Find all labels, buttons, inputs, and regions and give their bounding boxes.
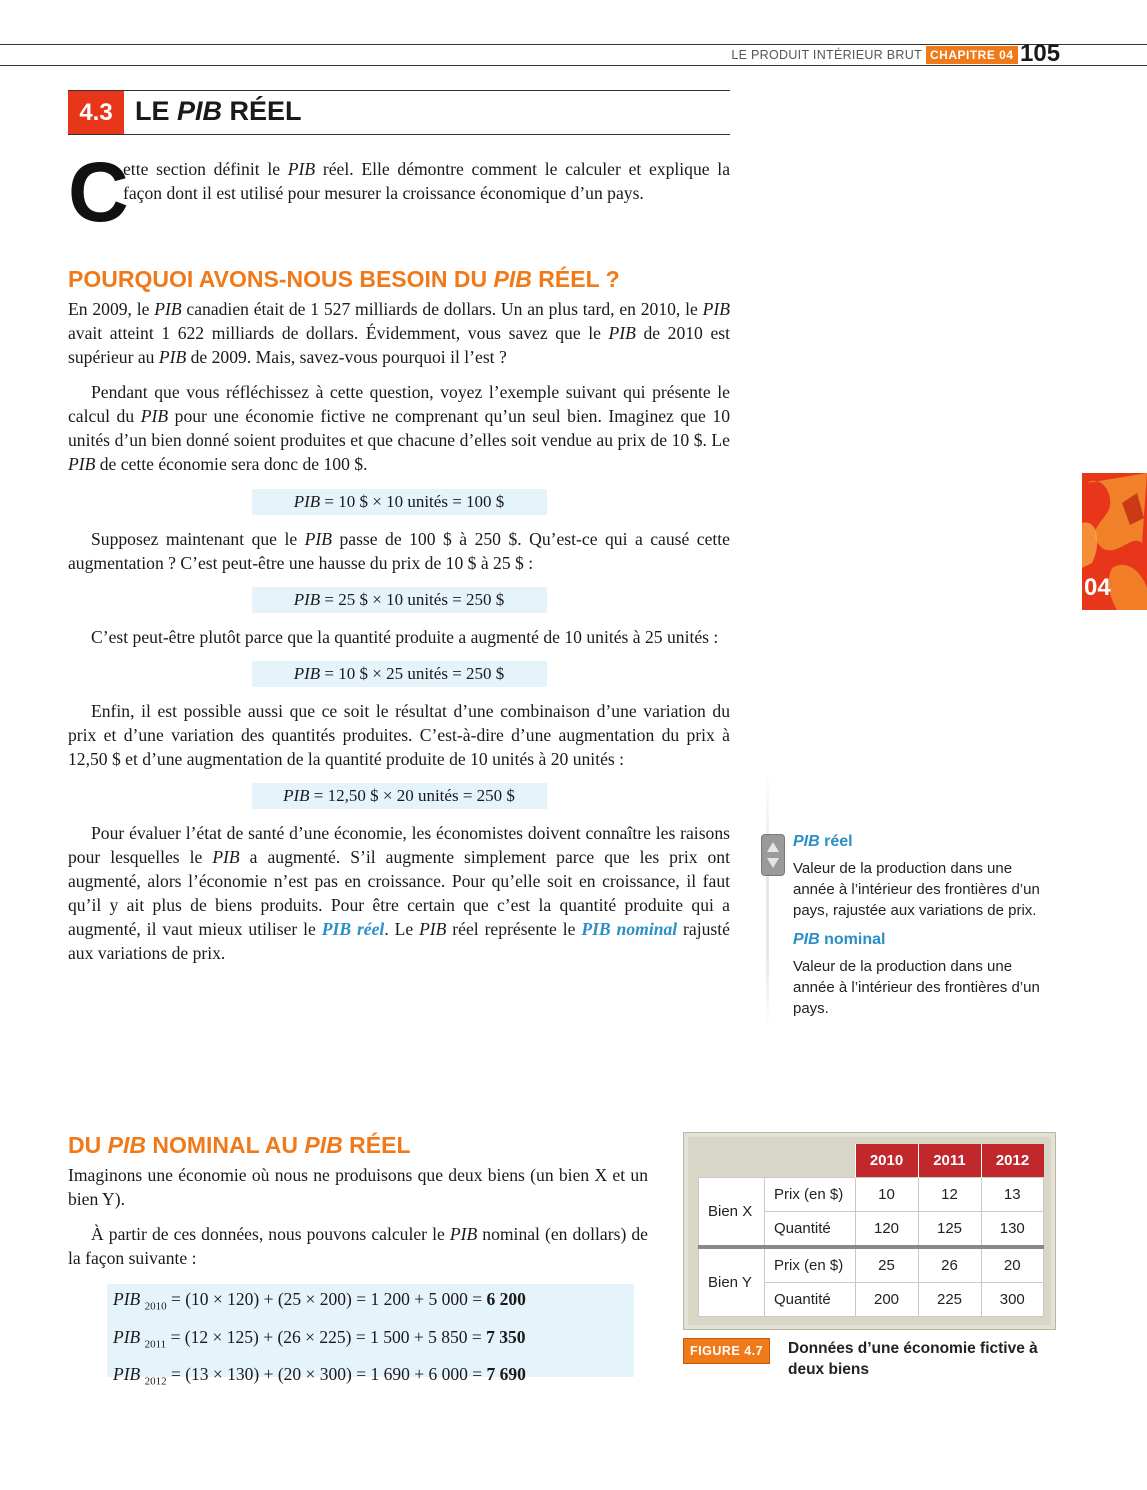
section-rule-top bbox=[68, 90, 730, 91]
glossary-bar bbox=[766, 770, 769, 1030]
good-name: Bien X bbox=[699, 1178, 765, 1248]
cell: 225 bbox=[918, 1283, 981, 1317]
data-table bbox=[698, 1144, 1044, 1317]
subheading-nominal-to-real: DU PIB NOMINAL AU PIB RÉEL bbox=[68, 1132, 411, 1158]
glossary-scroll-icon bbox=[761, 834, 785, 876]
cell: 12 bbox=[918, 1178, 981, 1212]
paragraph-1: En 2009, le PIB canadien était de 1 527 milliards de dollars. Un an plus tard, en 2010, le PIB avait atteint 1 622 milliards de dollars. Évidemment, vous savez que le PIB de 2010 est supérieur au PIB de 2009. Mais, savez-vous pourquoi il l’est ? bbox=[68, 299, 730, 367]
nominal-to-real-section bbox=[68, 1132, 648, 1270]
paragraph-4: C’est peut-être plutôt parce que la quantité produite a augmenté de 10 unités à 25 unités : bbox=[91, 627, 719, 647]
paragraph-6: Pour évaluer l’état de santé d’une économie, les économistes doivent connaître les raisons pour lesquelles le PIB a augmenté. S’il augmente simplement parce que les prix ont augmenté, alors l’économie n’est pas en croissance. Pour qu’elle soit en croissance, il faut qu’il y ait plus de biens produits. Pour être certain que c’est la quantité produite qui a augmenté, il vaut mieux utiliser le PIB réel. Le PIB réel représente le PIB nominal rajusté aux variations de prix. bbox=[68, 823, 730, 963]
paragraph-7: Imaginons une économie où nous ne produisons que deux biens (un bien X et un bien Y). bbox=[68, 1165, 648, 1209]
glossary-term-pib-nominal: PIB nominal bbox=[793, 931, 886, 948]
cell: 300 bbox=[981, 1283, 1044, 1317]
cell: 125 bbox=[918, 1212, 981, 1248]
table-header-row bbox=[699, 1144, 1044, 1178]
glossary-def-pib-nominal: Valeur de la production dans une année à l’intérieur des frontières d’un pays. bbox=[793, 958, 1040, 1017]
formula-line-2012: PIB $_{2012}$ = (13 × 130) + (20 × 300) = 1 690 + 6 000 = 7 690 bbox=[113, 1364, 526, 1388]
glossary bbox=[793, 833, 1043, 1019]
good-name: Bien Y bbox=[699, 1247, 765, 1317]
cell: 200 bbox=[855, 1283, 918, 1317]
cell: 120 bbox=[855, 1212, 918, 1248]
cell: 10 bbox=[855, 1178, 918, 1212]
formula-4: PIB = 12,50 $ × 20 unités = 250 $ bbox=[252, 783, 547, 809]
row-label: Quantité bbox=[765, 1212, 856, 1248]
formula-2: PIB = 25 $ × 10 unités = 250 $ bbox=[252, 587, 547, 613]
cell: 25 bbox=[855, 1247, 918, 1283]
section-number: 4.3 bbox=[68, 91, 124, 134]
paragraph-3: Supposez maintenant que le PIB passe de 100 $ à 250 $. Qu’est-ce qui a causé cette augmentation ? C’est peut-être une hausse du prix de 10 $ à 25 $ : bbox=[68, 529, 730, 573]
figure-caption: Données d’une économie fictive à deux biens bbox=[788, 1340, 1038, 1378]
main-column bbox=[68, 266, 730, 965]
chapter-badge: CHAPITRE 04 bbox=[926, 46, 1018, 64]
row-label: Prix (en $) bbox=[765, 1247, 856, 1283]
subheading-why: POURQUOI AVONS-NOUS BESOIN DU PIB RÉEL ? bbox=[68, 266, 620, 292]
row-label: Quantité bbox=[765, 1283, 856, 1317]
col-year: 2010 bbox=[855, 1144, 918, 1178]
col-year: 2012 bbox=[981, 1144, 1044, 1178]
section-rule-bottom bbox=[68, 134, 730, 135]
paragraph-8: À partir de ces données, nous pouvons calculer le PIB nominal (en dollars) de la façon suivante : bbox=[68, 1224, 648, 1268]
table-row bbox=[699, 1247, 1044, 1283]
col-year: 2011 bbox=[918, 1144, 981, 1178]
keyword-pib-nominal[interactable]: PIB nominal bbox=[581, 919, 678, 939]
paragraph-2: Pendant que vous réfléchissez à cette question, voyez l’exemple suivant qui présente le calcul du PIB pour une économie fictive ne comprenant qu’un seul bien. Imaginez que 10 unités d’un bien donné soient produites et que chacune d’elles soit vendue au prix de 10 $. Le PIB de cette économie sera donc de 100 $. bbox=[68, 382, 730, 474]
nominal-pib-formulas bbox=[107, 1284, 634, 1388]
paragraph-5: Enfin, il est possible aussi que ce soit le résultat d’une combinaison d’une variation du prix et d’une variation des quantités produites. C’est-à-dire d’une augmentation du prix à 12,50 $ et d’une augmentation de la quantité produite de 10 unités à 20 unités : bbox=[68, 701, 730, 769]
cell: 26 bbox=[918, 1247, 981, 1283]
keyword-pib-reel[interactable]: PIB réel bbox=[321, 919, 385, 939]
header-rule-top bbox=[0, 44, 1147, 45]
section-title: LE PIB RÉEL bbox=[135, 96, 302, 126]
formula-3: PIB = 10 $ × 25 unités = 250 $ bbox=[252, 661, 547, 687]
glossary-term-pib-reel: PIB réel bbox=[793, 833, 853, 850]
drop-cap: C bbox=[68, 145, 129, 239]
row-label: Prix (en $) bbox=[765, 1178, 856, 1212]
intro-paragraph: ette section définit le PIB réel. Elle démontre comment le calculer et explique la façon dont il est utilisé pour mesurer la croissance économique d’un pays. bbox=[123, 159, 730, 203]
glossary-def-pib-reel: Valeur de la production dans une année à l’intérieur des frontières d’un pays, rajustée aux variations de prix. bbox=[793, 860, 1040, 919]
formula-line-2011: PIB $_{2011}$ = (12 × 125) + (26 × 225) = 1 500 + 5 850 = 7 350 bbox=[113, 1326, 526, 1350]
table-row bbox=[699, 1178, 1044, 1212]
figure-tag: FIGURE 4.7 bbox=[683, 1338, 770, 1364]
cell: 13 bbox=[981, 1178, 1044, 1212]
page-number: 105 bbox=[1020, 40, 1061, 67]
cell: 20 bbox=[981, 1247, 1044, 1283]
header-rule-bottom bbox=[0, 65, 1147, 66]
formula-1: PIB = 10 $ × 10 unités = 100 $ bbox=[252, 489, 547, 515]
formula-line-2010: PIB $_{2010}$ = (10 × 120) + (25 × 200) = 1 200 + 5 000 = 6 200 bbox=[113, 1289, 526, 1313]
cell: 130 bbox=[981, 1212, 1044, 1248]
chapter-tab-number: 04 bbox=[1084, 574, 1111, 601]
running-title: LE PRODUIT INTÉRIEUR BRUT bbox=[731, 48, 922, 62]
